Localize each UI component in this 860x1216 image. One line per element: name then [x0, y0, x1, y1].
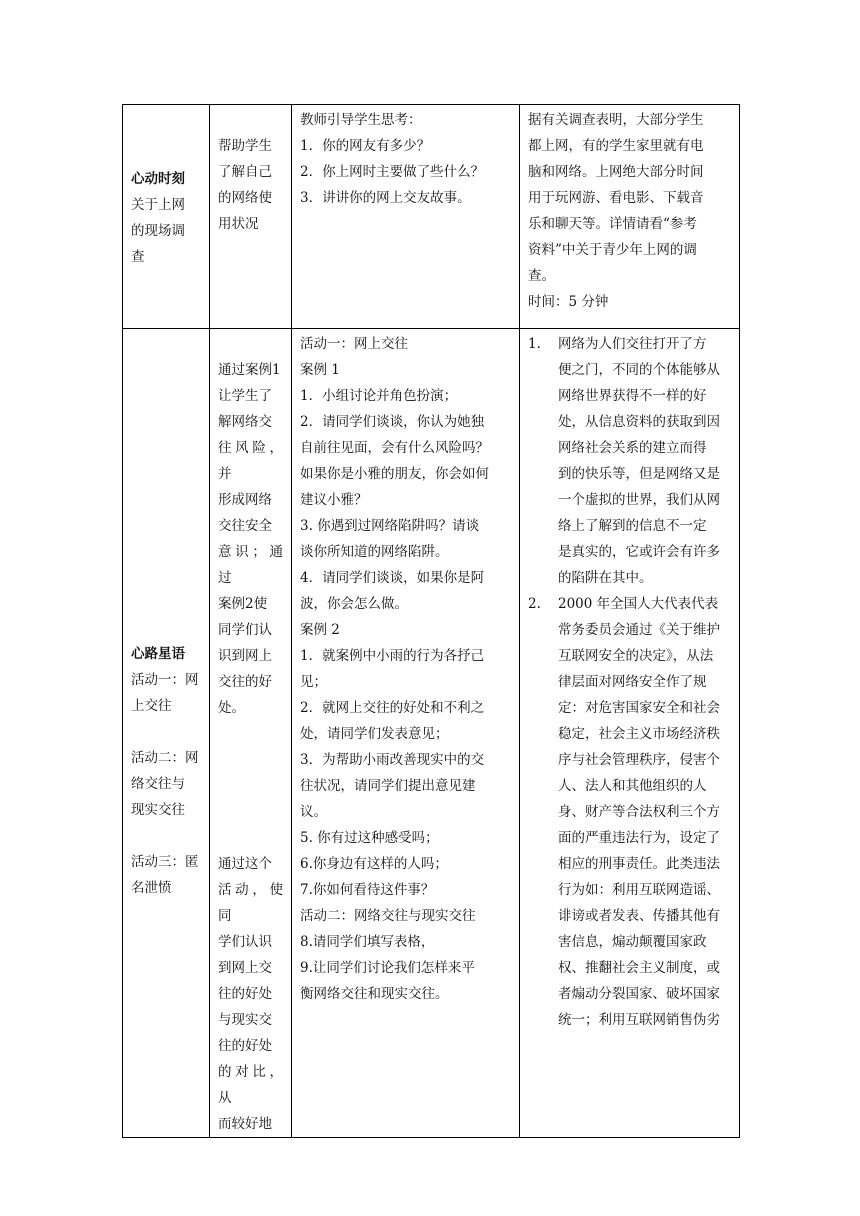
text-line: 查: [131, 248, 145, 265]
text-line: 诽谤或者发表、传播其他有: [558, 908, 720, 924]
text-line: 相应的刑事责任。此类违法: [558, 856, 720, 872]
text-line: 1．你的网友有多少？: [300, 138, 431, 154]
text-line: 权、推翻社会主义制度，或: [558, 960, 720, 976]
text-line: 到的快乐等，但是网络又是: [558, 466, 720, 482]
goal-text-1: [218, 357, 283, 721]
text-line: 2000 年全国人大代表代表: [558, 596, 719, 612]
text-line: 衡网络交往和现实交往。: [300, 986, 449, 1002]
text-line: 处，从信息资料的获取到因: [558, 414, 720, 430]
text-line: 见；: [300, 674, 327, 690]
text-line: 害信息，煽动颠覆国家政: [558, 934, 707, 950]
text-line: 建议小雅？: [300, 492, 368, 508]
text-line: 学们认识: [218, 934, 272, 950]
notes-cell: [520, 105, 740, 329]
text-line: 谈你所知道的网络陷阱。: [300, 544, 449, 560]
goal-cell: [210, 329, 292, 1138]
text-line: 时间：5 分钟: [528, 294, 609, 310]
text-line: 处。: [218, 700, 245, 716]
text-line: 案例 2: [300, 622, 340, 638]
text-line: [131, 719, 201, 745]
text-line: 交往的好: [218, 674, 272, 690]
text-line: 络交往与: [131, 776, 185, 792]
text-line: 一个虚拟的世界，我们从网: [558, 492, 720, 508]
text-line: 活动一：网: [131, 672, 199, 688]
text-line: 通过案例1: [218, 362, 281, 378]
text-line: 同学们认: [218, 622, 272, 638]
text-line: 帮助学生: [218, 138, 272, 154]
text-line: 案例 1: [300, 362, 340, 378]
text-line: 便之门，不同的个体能够从: [558, 362, 720, 378]
text-line: 活动三：匿: [131, 854, 199, 870]
activity-list: [131, 667, 201, 901]
text-line: [131, 823, 201, 849]
text-line: 8.请同学们填写表格，: [300, 934, 435, 950]
goal-cell: [210, 105, 292, 329]
goal-text: [218, 133, 283, 237]
text-line: 上交往: [131, 698, 172, 714]
text-line: 1．小组讨论并角色扮演；: [300, 388, 458, 404]
text-line: 2．你上网时主要做了些什么？: [300, 164, 485, 180]
text-line: 2．请同学们谈谈，你认为她独: [300, 414, 485, 430]
text-line: 乐和聊天等。详情请看“参考: [528, 216, 697, 232]
text-line: 律层面对网络安全作了规: [558, 674, 707, 690]
process-text: [300, 331, 511, 1007]
section-cell: [123, 329, 210, 1138]
goal-text-2: [218, 851, 283, 1137]
text-line: 1．就案例中小雨的行为各抒己: [300, 648, 485, 664]
text-line: 互联网安全的决定》，从法: [558, 648, 714, 664]
text-line: 4．请同学们谈谈，如果你是阿: [300, 570, 485, 586]
note-item-1: [528, 331, 731, 591]
text-line: 3．为帮助小雨改善现实中的交: [300, 752, 485, 768]
notes-text: [528, 107, 731, 315]
text-line: 自前往见面，会有什么风险吗？: [300, 440, 489, 456]
text-line: 络上了解到的信息不一定: [558, 518, 707, 534]
text-line: 2．就网上交往的好处和不利之: [300, 700, 485, 716]
text-line: 让学生了: [218, 388, 272, 404]
notes-cell: [520, 329, 740, 1138]
text-line: 议。: [300, 804, 327, 820]
text-line: 面的严重违法行为，设定了: [558, 830, 720, 846]
section-subtitle: [131, 192, 201, 270]
note-text: [558, 591, 731, 1033]
text-line: 解网络交: [218, 414, 272, 430]
text-line: 现实交往: [131, 802, 185, 818]
text-line: 活动，使同: [218, 882, 283, 924]
text-line: 网络为人们交往打开了方: [558, 336, 707, 352]
text-line: 7.你如何看待这件事？: [300, 882, 435, 898]
text-line: 脑和网络。上网绝大部分时间: [528, 164, 704, 180]
text-line: 是真实的，它或许会有许多: [558, 544, 720, 560]
text-line: 活动二：网: [131, 750, 199, 766]
process-cell: [292, 105, 520, 329]
text-line: 而较好地: [218, 1116, 272, 1132]
text-line: 的现场调: [131, 222, 185, 239]
text-line: 处，请同学们发表意见；: [300, 726, 449, 742]
lesson-plan-table: [122, 104, 740, 1138]
process-text: [300, 107, 511, 211]
text-line: 到网上交: [218, 960, 272, 976]
text-line: 稳定，社会主义市场经济秩: [558, 726, 720, 742]
text-line: 行为如：利用互联网造谣、: [558, 882, 720, 898]
text-line: 通过这个: [218, 856, 272, 872]
text-line: 资料”中关于青少年上网的调: [528, 242, 697, 258]
process-cell: [292, 329, 520, 1138]
text-line: 案例2使: [218, 596, 268, 612]
text-line: 序与社会管理秩序，侵害个: [558, 752, 720, 768]
text-line: 活动一：网上交往: [300, 336, 408, 352]
text-line: 据有关调查表明，大部分学生: [528, 112, 704, 128]
text-line: 者煽动分裂国家、破坏国家: [558, 986, 720, 1002]
text-line: 身、财产等合法权利三个方: [558, 804, 720, 820]
text-line: 3．讲讲你的网上交友故事。: [300, 190, 471, 206]
text-line: 的陷阱在其中。: [558, 570, 653, 586]
text-line: 与现实交: [218, 1012, 272, 1028]
note-number: 2.: [528, 596, 541, 612]
section-title: 心动时刻: [131, 170, 185, 187]
note-text: [558, 331, 731, 591]
text-line: 3. 你遇到过网络陷阱吗？请谈: [300, 518, 480, 534]
text-line: 如果你是小雅的朋友，你会如何: [300, 466, 489, 482]
text-line: 教师引导学生思考：: [300, 112, 422, 128]
text-line: 统一；利用互联网销售伪劣: [558, 1012, 720, 1028]
text-line: 往的好处: [218, 986, 272, 1002]
text-line: 都上网，有的学生家里就有电: [528, 138, 704, 154]
text-line: 的网络使: [218, 190, 272, 206]
text-line: 往风险，并: [218, 440, 283, 482]
text-line: 关于上网: [131, 196, 185, 213]
text-line: 5. 你有过这种感受吗；: [300, 830, 439, 846]
text-line: 往状况，请同学们提出意见建: [300, 778, 476, 794]
text-line: 交往安全: [218, 518, 272, 534]
note-item-2: [528, 591, 731, 1033]
table-row: [123, 105, 740, 329]
text-line: 波，你会怎么做。: [300, 596, 408, 612]
note-number: 1.: [528, 336, 541, 352]
table-row: [123, 329, 740, 1138]
text-line: 定：对危害国家安全和社会: [558, 700, 720, 716]
text-line: 识到网上: [218, 648, 272, 664]
text-line: 用于玩网游、看电影、下载音: [528, 190, 704, 206]
text-line: 9.让同学们讨论我们怎样来平: [300, 960, 475, 976]
text-line: 往的好处: [218, 1038, 272, 1054]
text-line: 用状况: [218, 216, 259, 232]
text-line: 名泄愤: [131, 880, 172, 896]
text-line: 形成网络: [218, 492, 272, 508]
section-cell: [123, 105, 210, 329]
text-line: 人、法人和其他组织的人: [558, 778, 707, 794]
text-line: 常务委员会通过《关于维护: [558, 622, 720, 638]
section-title: 心路星语: [131, 646, 185, 662]
text-line: 网络社会关系的建立而得: [558, 440, 707, 456]
text-line: 查。: [528, 268, 555, 284]
text-line: 的对比，从: [218, 1064, 283, 1106]
text-line: 网络世界获得不一样的好: [558, 388, 707, 404]
text-line: 意识；通过: [218, 544, 283, 586]
text-line: 了解自己: [218, 164, 272, 180]
text-line: 活动二：网络交往与现实交往: [300, 908, 476, 924]
text-line: 6.你身边有这样的人吗；: [300, 856, 448, 872]
